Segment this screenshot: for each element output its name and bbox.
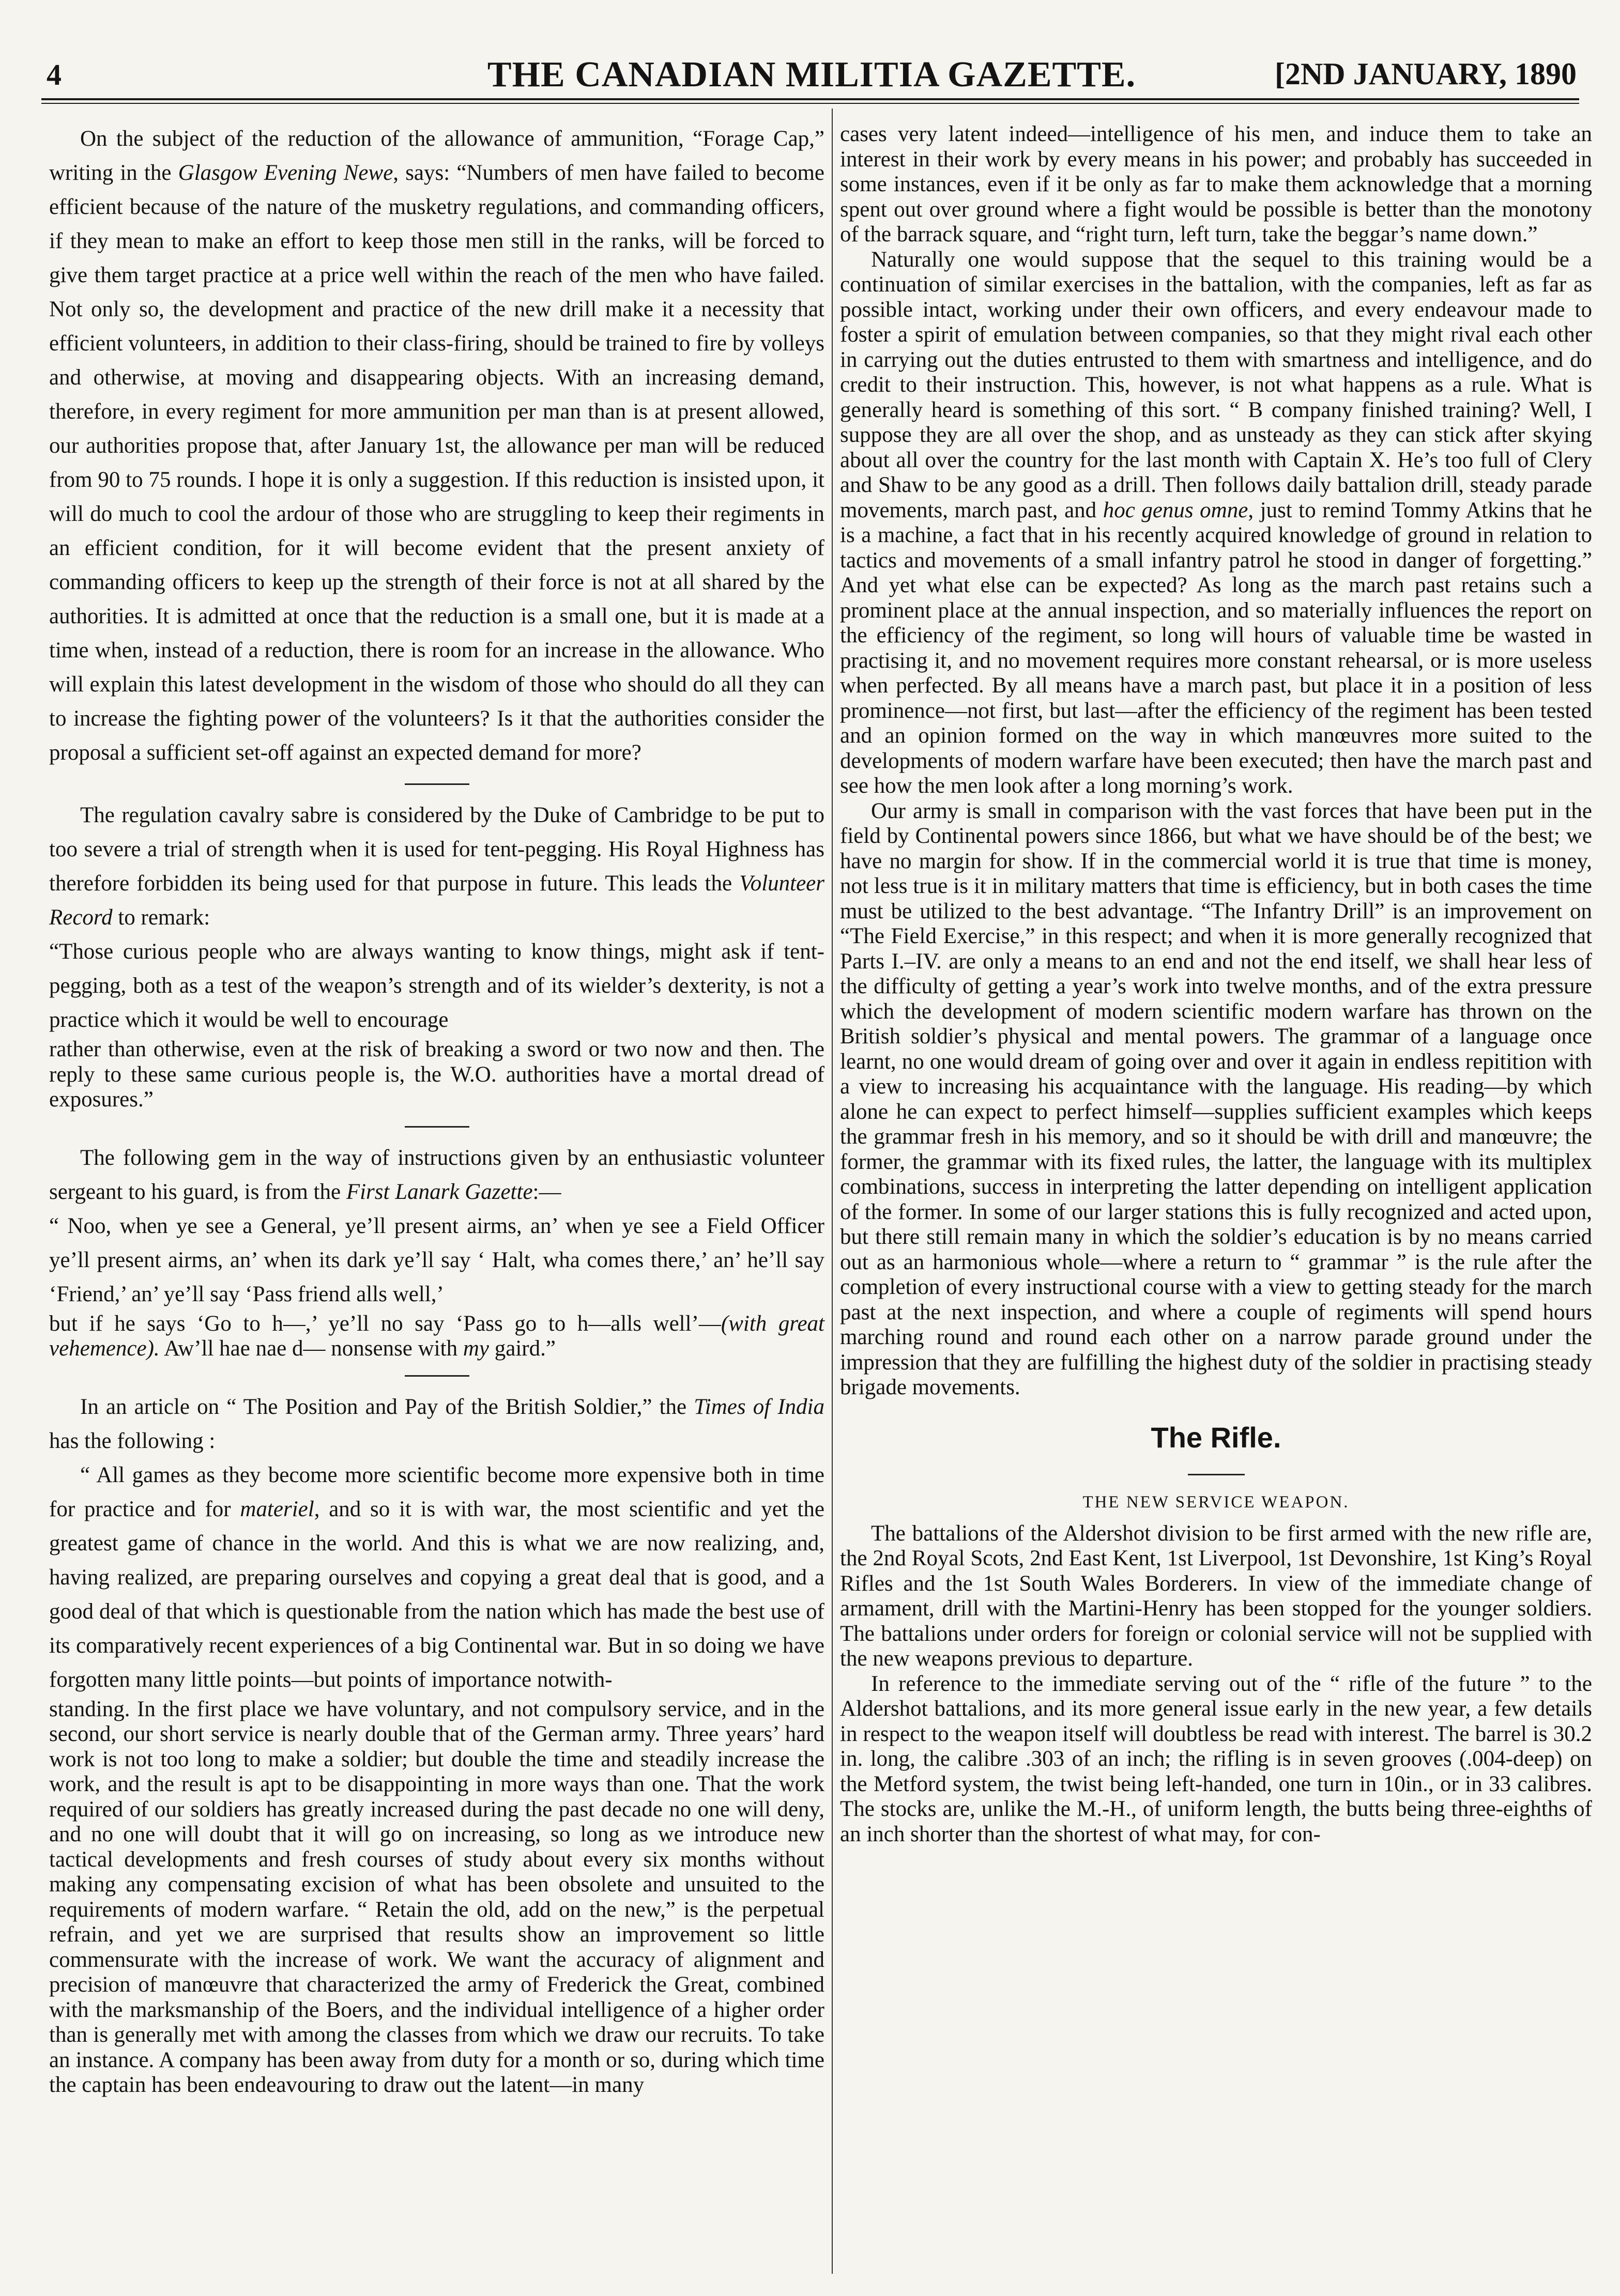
section-heading-rifle: The Rifle. [1151, 1421, 1281, 1454]
continued-paragraph: cases very latent indeed—intelligence of his men, and induce them to take an interest in their work by every means in his power; and probably has succeeded in some instances, even if it be only as far to make them acknowledge that a morning spent out over ground where a fight would be possible is better than the monotony of the barrack square, and “right turn, left turn, take the beggar’s name down.” [840, 122, 1592, 246]
paragraph-rifle-details: In reference to the immediate serving out of the “ rifle of the future ” to the Aldershot battalions, and its more general issue early in the new year, a few details in respect to the weapon itself will doubtless be read with interest. The barrel is 30.2 in. long, the calibre .303 of an inch; the rifling is in seven grooves (.004-deep) on the Metford system, the twist being left-handed, one turn in 10in., or in 33 calibres. The stocks are, unlike the M.-H., of uniform length, the butts being three-eighths of an inch shorter than the shortest of what may, for con- [840, 1671, 1592, 1846]
right-column [840, 122, 1592, 1847]
article-british-soldier: In an article on “ The Position and Pay of the British Soldier,” the Times of India has the following : [49, 1394, 825, 1453]
header-rule-thin [41, 103, 1579, 104]
heading-separator [1188, 1474, 1245, 1475]
source-title: Volunteer Record [49, 871, 824, 930]
quote-soldier-b: standing. In the first place we have voluntary, and not compulsory service, and in the second, our short service is nearly double that of the German army. Three years’ hard work is not too long to make a soldier; but double the time and steadily increase the work, and the result is apt to be disappointing in more ways than one. That the work required of our soldiers has greatly increased during the past decade no one will deny, and no one will doubt that it will go on increasing, so long as we introduce new tactical developments and fresh courses of study about every six months without making any compensating excision of what has been obsolete and unsuited to the requirements of modern warfare. “ Retain the old, add on the new,” is the perpetual refrain, and yet we are surprised that results show an improvement so little commensurate with the increase of work. We want the accuracy of alignment and precision of manœuvre that characterized the army of Frederick the Great, combined with the marksmanship of the Boers, and the individual intelligence of a higher order than is generally met with among the classes from which we draw our recruits. To take an instance. A company has been away from duty for a month or so, during which time the captain has been endeavouring to draw out the latent—in many [49, 1697, 824, 2097]
subheading-new-service-weapon: THE NEW SERVICE WEAPON. [1082, 1493, 1350, 1512]
source-title: First Lanark Gazette [346, 1179, 533, 1204]
quote-sabre-b: rather than otherwise, even at the risk of breaking a sword or two now and then. The reply to these same curious people is, the W.O. authorities have a mortal dread of exposures.” [49, 1037, 824, 1112]
section-separator [405, 1126, 469, 1128]
paragraph-army-small: Our army is small in comparison with the vast forces that have been put in the field by Continental powers since 1866, but what we have should be of the best; we have no margin for show. If in the commercial world it is true that time is money, not less true is it in military matters that time is efficiency, but in both cases the time must be utilized to the best advantage. “The Infantry Drill” is an improvement on “The Field Exercise,” in this respect; and when it is more generally recognized that Parts I.–IV. are only a means to an end and not the end itself, we shall hear less of the difficulty of getting a year’s work into twelve months, and of the extra pressure which the development of modern scientific modern warfare has thrown on the British soldier’s physical and mental powers. The grammar of a language once learnt, no one would dream of going over and over it again in endless repitition with a view to increasing his acquaintance with the language. His reading—by which alone he can expect to perfect himself—supplies sufficient examples which keeps the grammar fresh in his memory, and so it should be with drill and manœuvre; the former, the grammar with its fixed rules, the latter, the language with its multiplex combinations, success in interpreting the latter depending on intelligent application of the former. In some of our larger stations this is fully recognized and acted upon, but there still remain many in which the soldier’s education is by no means carried out as an harmonious whole—where a return to “ grammar ” is the rule after the completion of every instructional course with a view to getting steady for the march past at the next inspection, and where a couple of regiments will spend hours marching round and round each other on a narrow parade ground under the impression that they are fulfilling the highest duty of the soldier in practising steady brigade movements. [840, 798, 1592, 1399]
page-number: 4 [47, 58, 62, 91]
column-divider [832, 109, 833, 2274]
masthead-title: THE CANADIAN MILITIA GAZETTE. [487, 55, 1136, 95]
article-ammunition: On the subject of the reduction of the allowance of ammunition, “Forage Cap,” writing in the Glasgow Evening Newe, says: “Numbers of men have failed to become efficient because of the nature of the musketry regulations, and commanding officers, if they mean to make an effort to keep those men still in the ranks, will be forced to give them target practice at a price well within the reach of the men who have failed. Not only so, the development and practice of the new drill make it a necessity that efficient volunteers, in addition to their class-firing, should be trained to fire by volleys and otherwise, at moving and disappearing objects. With an increasing demand, therefore, in every regiment for more ammunition per man than is at present allowed, our authorities propose that, after January 1st, the allowance per man will be reduced from 90 to 75 rounds. I hope it is only a suggestion. If this reduction is insisted upon, it will do much to cool the ardour of those who are struggling to keep their regiments in an efficient condition, for it will become evident that the present anxiety of commanding officers to keep up the strength of their force is not at all shared by the authorities. It is admitted at once that the reduction is a small one, but it is made at a time when, instead of a reduction, there is room for an increase in the allowance. Who will explain this latest development in the wisdom of those who should do all they can to increase the fighting power of the volunteers? Is it that the authorities consider the proposal a sufficient set-off against an expected demand for more? [49, 127, 825, 765]
left-column [49, 122, 824, 2098]
article-cavalry-sabre: The regulation cavalry sabre is considered by the Duke of Cambridge to be put to too severe a trial of strength when it is used for tent-pegging. His Royal Highness has therefore forbidden its being used for that purpose in future. This leads the Volunteer Record to remark: [49, 803, 824, 930]
source-title: Glasgow Evening Newe [178, 161, 393, 185]
page-header [47, 54, 1577, 96]
quote-sergeant-b: but if he says ‘Go to h—,’ ye’ll no say ‘Pass go to h—alls well’—(with great vehemence). Aw’ll hae nae d— nonsense with my gaird.” [49, 1311, 824, 1361]
paragraph-march-past: Naturally one would suppose that the sequel to this training would be a continuation of similar exercises in the battalion, with the companies, left as far as possible intact, working under their own officers, and every endeavour made to foster a spirit of emulation between companies, so that they might rival each other in carrying out the duties entrusted to them with smartness and intelligence, and do credit to their instruction. This, however, is not what happens as a rule. What is generally heard is something of this sort. “ B company finished training? Well, I suppose they are all over the shop, and as unsteady as they can stick after skying about all over the country for the last month with Captain X. He’s too full of Clery and Shaw to be any good as a drill. Then follows daily battalion drill, steady parade movements, march past, and hoc genus omne, just to remind Tommy Atkins that he is a machine, a fact that in his recently acquired knowledge of ground in relation to tactics and movements of a small infantry patrol he stood in danger of forgetting.” And yet what else can be expected? As long as the march past retains such a prominent place at the annual inspection, and so materially influences the report on the efficiency of the regiment, so long will hours of valuable time be wasted in practising it, and no movement requires more constant rehearsal, or is more useless when perfected. By all means have a march past, but place it in a position of less prominence—not first, but last—after the efficiency of the regiment has been tested and an opinion formed on the way in which manœuvres more suited to the developments of modern warfare have been executed; then have the march past and see how the men look after a long morning’s work. [840, 247, 1592, 798]
header-rule [41, 98, 1579, 100]
section-separator [405, 1375, 469, 1377]
quote-soldier-a: “ All games as they become more scientific become more expensive both in time for practice and for materiel, and so it is with war, the most scientific and yet the greatest game of chance in the world. And this is what we are now realizing, and, having realized, are preparing ourselves and copying a great deal that is good, and a good deal of that which is questionable from the nation which has made the best use of its comparatively recent experiences of a big Continental war. But in so doing we have forgotten many little points—but points of importance notwith- [49, 1462, 825, 1692]
article-sergeant: The following gem in the way of instructions given by an enthusiastic volunteer sergeant to his guard, is from the First Lanark Gazette:— [49, 1145, 824, 1204]
quote-sabre-a: “Those curious people who are always wanting to know things, might ask if tent-pegging, both as a test of the weapon’s strength and of its wielder’s dexterity, is not a practice which it would be well to encourage [49, 939, 824, 1032]
section-separator [405, 783, 469, 785]
source-title: Times of India [694, 1394, 825, 1419]
quote-sergeant-a: “ Noo, when ye see a General, ye’ll present airms, an’ when ye see a Field Officer ye’ll present airms, an’ when its dark ye’ll say ‘ Halt, wha comes there,’ an’ he’ll say ‘Friend,’ an’ ye’ll say ‘Pass friend alls well,’ [49, 1213, 824, 1306]
issue-date: [2ND JANUARY, 1890 [1274, 57, 1577, 91]
paragraph-aldershot: The battalions of the Aldershot division to be first armed with the new rifle are, the 2nd Royal Scots, 2nd East Kent, 1st Liverpool, 1st Devonshire, 1st King’s Royal Rifles and the 1st South Wales Borderers. In view of the immediate change of armament, drill with the Martini-Henry has been stopped for the younger soldiers. The battalions under orders for foreign or colonial service will not be supplied with the new weapons previous to departure. [840, 1521, 1592, 1671]
